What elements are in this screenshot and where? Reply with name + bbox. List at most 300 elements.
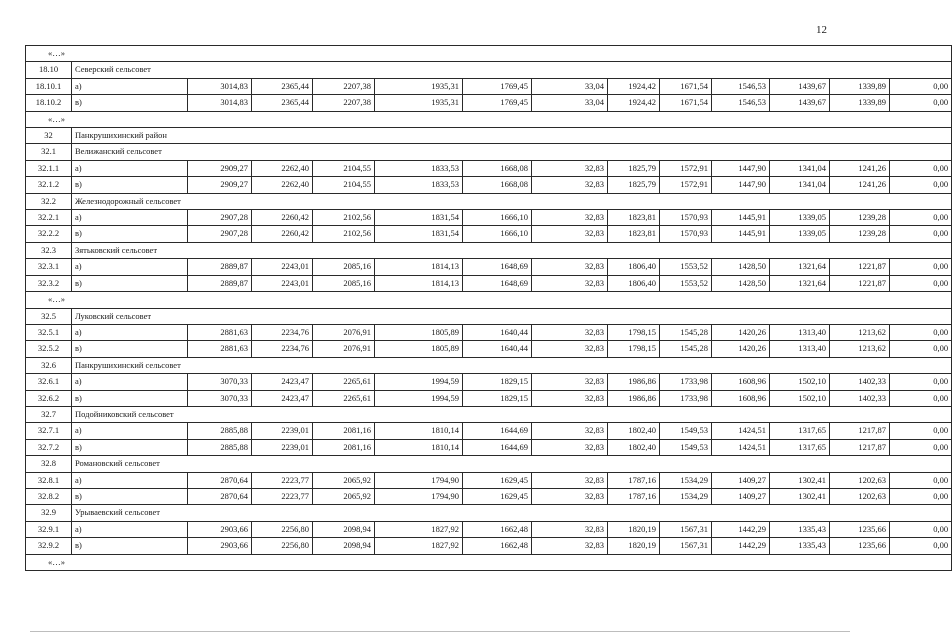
row-subitem: в): [72, 341, 188, 357]
value-cell: 1820,19: [608, 538, 660, 554]
value-cell: 2423,47: [252, 390, 313, 406]
value-cell: 1825,79: [608, 160, 660, 176]
row-code: 32.7.1: [26, 423, 72, 439]
value-cell: 33,04: [532, 78, 608, 94]
value-cell: 1545,28: [660, 324, 712, 340]
section-header-row: [26, 406, 952, 422]
value-cell: 32,83: [532, 538, 608, 554]
row-code: 32.5.2: [26, 341, 72, 357]
value-cell: 2365,44: [252, 78, 313, 94]
value-cell: 2081,16: [313, 423, 375, 439]
value-cell: 2076,91: [313, 324, 375, 340]
value-cell: 32,83: [532, 439, 608, 455]
value-cell: 32,83: [532, 472, 608, 488]
value-cell: 1827,92: [375, 538, 463, 554]
value-cell: 2102,56: [313, 226, 375, 242]
row-code: 32.6.1: [26, 374, 72, 390]
value-cell: 0,00: [890, 521, 952, 537]
value-cell: 1798,15: [608, 341, 660, 357]
value-cell: 32,83: [532, 210, 608, 226]
table-row: [26, 472, 952, 488]
table-row: [26, 78, 952, 94]
table-row: [26, 160, 952, 176]
value-cell: 2234,76: [252, 341, 313, 357]
row-code: 32.9: [26, 505, 72, 521]
value-cell: 1534,29: [660, 472, 712, 488]
value-cell: 1814,13: [375, 259, 463, 275]
value-cell: 1221,87: [830, 259, 890, 275]
value-cell: 32,83: [532, 226, 608, 242]
value-cell: 1202,63: [830, 488, 890, 504]
value-cell: 2265,61: [313, 390, 375, 406]
value-cell: 1428,50: [712, 275, 770, 291]
value-cell: 0,00: [890, 275, 952, 291]
value-cell: 1335,43: [770, 521, 830, 537]
value-cell: 32,83: [532, 177, 608, 193]
value-cell: 2262,40: [252, 177, 313, 193]
value-cell: 1831,54: [375, 226, 463, 242]
value-cell: 1924,42: [608, 78, 660, 94]
ellipsis-row: [26, 554, 952, 570]
value-cell: 1217,87: [830, 423, 890, 439]
value-cell: 2885,88: [188, 423, 252, 439]
value-cell: 0,00: [890, 78, 952, 94]
value-cell: 1545,28: [660, 341, 712, 357]
value-cell: 1986,86: [608, 374, 660, 390]
table-row: [26, 324, 952, 340]
row-code: 32.7.2: [26, 439, 72, 455]
value-cell: 1341,04: [770, 160, 830, 176]
section-title: Велижанский сельсовет: [72, 144, 952, 160]
row-subitem: в): [72, 177, 188, 193]
row-code: 32.1.2: [26, 177, 72, 193]
value-cell: 1502,10: [770, 374, 830, 390]
value-cell: 1794,90: [375, 472, 463, 488]
value-cell: 0,00: [890, 341, 952, 357]
section-header-row: [26, 505, 952, 521]
table-row: [26, 521, 952, 537]
value-cell: 2881,63: [188, 324, 252, 340]
row-code: 32.7: [26, 406, 72, 422]
value-cell: 1608,96: [712, 390, 770, 406]
section-title: Зятьковский сельсовет: [72, 242, 952, 258]
row-code: 32.2.1: [26, 210, 72, 226]
value-cell: 2423,47: [252, 374, 313, 390]
value-cell: 32,83: [532, 390, 608, 406]
value-cell: 1221,87: [830, 275, 890, 291]
row-subitem: а): [72, 423, 188, 439]
value-cell: 1662,48: [463, 521, 532, 537]
value-cell: 32,83: [532, 488, 608, 504]
value-cell: 1640,44: [463, 341, 532, 357]
value-cell: 3014,83: [188, 95, 252, 111]
value-cell: 0,00: [890, 538, 952, 554]
row-subitem: а): [72, 472, 188, 488]
value-cell: 1629,45: [463, 488, 532, 504]
value-cell: 1202,63: [830, 472, 890, 488]
value-cell: 2903,66: [188, 538, 252, 554]
table-row: [26, 538, 952, 554]
value-cell: 2102,56: [313, 210, 375, 226]
tariff-table: [25, 45, 952, 571]
value-cell: 1409,27: [712, 472, 770, 488]
value-cell: 1447,90: [712, 177, 770, 193]
row-code: 32.2: [26, 193, 72, 209]
value-cell: 1502,10: [770, 390, 830, 406]
value-cell: 1662,48: [463, 538, 532, 554]
value-cell: 2239,01: [252, 423, 313, 439]
value-cell: 2365,44: [252, 95, 313, 111]
section-header-row: [26, 308, 952, 324]
value-cell: 1829,15: [463, 390, 532, 406]
value-cell: 1442,29: [712, 521, 770, 537]
row-code: 32.3: [26, 242, 72, 258]
value-cell: 2065,92: [313, 472, 375, 488]
value-cell: 1439,67: [770, 95, 830, 111]
value-cell: 1572,91: [660, 160, 712, 176]
value-cell: 1671,54: [660, 95, 712, 111]
value-cell: 1805,89: [375, 341, 463, 357]
section-header-row: [26, 193, 952, 209]
value-cell: 1321,64: [770, 275, 830, 291]
section-header-row: [26, 357, 952, 373]
row-code: 32.8.2: [26, 488, 72, 504]
value-cell: 0,00: [890, 177, 952, 193]
row-code: 32.1: [26, 144, 72, 160]
value-cell: 1339,05: [770, 210, 830, 226]
value-cell: 32,83: [532, 341, 608, 357]
value-cell: 2885,88: [188, 439, 252, 455]
value-cell: 0,00: [890, 423, 952, 439]
value-cell: 1447,90: [712, 160, 770, 176]
value-cell: 1733,98: [660, 374, 712, 390]
value-cell: 1317,65: [770, 423, 830, 439]
value-cell: 1241,26: [830, 160, 890, 176]
row-code: 18.10.1: [26, 78, 72, 94]
value-cell: 1213,62: [830, 341, 890, 357]
value-cell: 1317,65: [770, 439, 830, 455]
row-code: 32.1.1: [26, 160, 72, 176]
value-cell: 1235,66: [830, 538, 890, 554]
value-cell: 2260,42: [252, 210, 313, 226]
value-cell: 1213,62: [830, 324, 890, 340]
value-cell: 1302,41: [770, 472, 830, 488]
value-cell: 2256,80: [252, 521, 313, 537]
value-cell: 2889,87: [188, 275, 252, 291]
value-cell: 1810,14: [375, 439, 463, 455]
value-cell: 1640,44: [463, 324, 532, 340]
value-cell: 1424,51: [712, 423, 770, 439]
value-cell: 1794,90: [375, 488, 463, 504]
value-cell: 2081,16: [313, 439, 375, 455]
section-header-row: [26, 456, 952, 472]
row-subitem: в): [72, 538, 188, 554]
value-cell: 32,83: [532, 160, 608, 176]
value-cell: 1241,26: [830, 177, 890, 193]
value-cell: 1442,29: [712, 538, 770, 554]
ellipsis-mark: «…»: [26, 554, 952, 570]
value-cell: 1935,31: [375, 78, 463, 94]
row-code: 32.5: [26, 308, 72, 324]
value-cell: 33,04: [532, 95, 608, 111]
value-cell: 1553,52: [660, 259, 712, 275]
table-row: [26, 275, 952, 291]
value-cell: 2207,38: [313, 95, 375, 111]
value-cell: 2265,61: [313, 374, 375, 390]
value-cell: 1769,45: [463, 78, 532, 94]
row-subitem: в): [72, 226, 188, 242]
value-cell: 1823,81: [608, 210, 660, 226]
row-code: 32.6: [26, 357, 72, 373]
section-header-row: [26, 128, 952, 144]
value-cell: 1445,91: [712, 210, 770, 226]
value-cell: 1321,64: [770, 259, 830, 275]
row-subitem: а): [72, 374, 188, 390]
row-code: 32.8: [26, 456, 72, 472]
ellipsis-row: [26, 46, 952, 62]
value-cell: 0,00: [890, 488, 952, 504]
value-cell: 1833,53: [375, 177, 463, 193]
value-cell: 1648,69: [463, 275, 532, 291]
row-subitem: в): [72, 275, 188, 291]
value-cell: 2881,63: [188, 341, 252, 357]
table-row: [26, 390, 952, 406]
value-cell: 1420,26: [712, 324, 770, 340]
value-cell: 2239,01: [252, 439, 313, 455]
section-title: Железнодорожный сельсовет: [72, 193, 952, 209]
value-cell: 2870,64: [188, 488, 252, 504]
value-cell: 1629,45: [463, 472, 532, 488]
value-cell: 1823,81: [608, 226, 660, 242]
value-cell: 32,83: [532, 374, 608, 390]
value-cell: 1420,26: [712, 341, 770, 357]
value-cell: 1339,05: [770, 226, 830, 242]
value-cell: 1668,08: [463, 160, 532, 176]
value-cell: 2098,94: [313, 521, 375, 537]
table-body: [26, 46, 952, 571]
row-code: 32.8.1: [26, 472, 72, 488]
value-cell: 3070,33: [188, 390, 252, 406]
value-cell: 0,00: [890, 472, 952, 488]
value-cell: 1798,15: [608, 324, 660, 340]
value-cell: 1553,52: [660, 275, 712, 291]
value-cell: 1831,54: [375, 210, 463, 226]
row-subitem: а): [72, 324, 188, 340]
value-cell: 2223,77: [252, 488, 313, 504]
value-cell: 32,83: [532, 324, 608, 340]
row-code: 32.3.1: [26, 259, 72, 275]
value-cell: 0,00: [890, 160, 952, 176]
value-cell: 1549,53: [660, 439, 712, 455]
value-cell: 1534,29: [660, 488, 712, 504]
value-cell: 1424,51: [712, 439, 770, 455]
section-title: Панкрушихинский сельсовет: [72, 357, 952, 373]
value-cell: 1313,40: [770, 341, 830, 357]
value-cell: 1546,53: [712, 95, 770, 111]
value-cell: 1924,42: [608, 95, 660, 111]
value-cell: 2909,27: [188, 160, 252, 176]
value-cell: 2065,92: [313, 488, 375, 504]
value-cell: 2889,87: [188, 259, 252, 275]
value-cell: 1439,67: [770, 78, 830, 94]
value-cell: 2085,16: [313, 275, 375, 291]
table-row: [26, 439, 952, 455]
table-row: [26, 177, 952, 193]
value-cell: 1814,13: [375, 275, 463, 291]
section-title: Подойниковский сельсовет: [72, 406, 952, 422]
value-cell: 1567,31: [660, 521, 712, 537]
value-cell: 2870,64: [188, 472, 252, 488]
value-cell: 2907,28: [188, 226, 252, 242]
table-row: [26, 341, 952, 357]
value-cell: 0,00: [890, 95, 952, 111]
table-row: [26, 226, 952, 242]
value-cell: 1608,96: [712, 374, 770, 390]
value-cell: 1341,04: [770, 177, 830, 193]
value-cell: 1644,69: [463, 439, 532, 455]
section-title: Северский сельсовет: [72, 62, 952, 78]
table-row: [26, 488, 952, 504]
value-cell: 1335,43: [770, 538, 830, 554]
value-cell: 0,00: [890, 259, 952, 275]
value-cell: 0,00: [890, 226, 952, 242]
row-code: 18.10: [26, 62, 72, 78]
value-cell: 1806,40: [608, 275, 660, 291]
value-cell: 32,83: [532, 521, 608, 537]
value-cell: 1644,69: [463, 423, 532, 439]
row-subitem: а): [72, 78, 188, 94]
value-cell: 2243,01: [252, 275, 313, 291]
ellipsis-mark: «…»: [26, 292, 952, 308]
table-row: [26, 210, 952, 226]
value-cell: 1802,40: [608, 439, 660, 455]
value-cell: 2907,28: [188, 210, 252, 226]
value-cell: 1549,53: [660, 423, 712, 439]
value-cell: 1666,10: [463, 210, 532, 226]
value-cell: 1986,86: [608, 390, 660, 406]
value-cell: 1827,92: [375, 521, 463, 537]
value-cell: 2098,94: [313, 538, 375, 554]
value-cell: 1302,41: [770, 488, 830, 504]
value-cell: 1570,93: [660, 210, 712, 226]
row-subitem: а): [72, 259, 188, 275]
row-code: 32.3.2: [26, 275, 72, 291]
value-cell: 2903,66: [188, 521, 252, 537]
value-cell: 1833,53: [375, 160, 463, 176]
value-cell: 1733,98: [660, 390, 712, 406]
value-cell: 2256,80: [252, 538, 313, 554]
row-subitem: а): [72, 210, 188, 226]
value-cell: 1671,54: [660, 78, 712, 94]
value-cell: 2104,55: [313, 177, 375, 193]
section-header-row: [26, 62, 952, 78]
value-cell: 2076,91: [313, 341, 375, 357]
section-title: Панкрушихинский район: [72, 128, 952, 144]
value-cell: 2207,38: [313, 78, 375, 94]
value-cell: 1239,28: [830, 226, 890, 242]
value-cell: 1805,89: [375, 324, 463, 340]
section-title: Романовский сельсовет: [72, 456, 952, 472]
value-cell: 2104,55: [313, 160, 375, 176]
value-cell: 1402,33: [830, 374, 890, 390]
value-cell: 2260,42: [252, 226, 313, 242]
value-cell: 1825,79: [608, 177, 660, 193]
table-row: [26, 374, 952, 390]
value-cell: 1668,08: [463, 177, 532, 193]
value-cell: 2262,40: [252, 160, 313, 176]
section-title: Луковский сельсовет: [72, 308, 952, 324]
value-cell: 1428,50: [712, 259, 770, 275]
row-subitem: в): [72, 390, 188, 406]
ellipsis-mark: «…»: [26, 111, 952, 127]
ellipsis-row: [26, 292, 952, 308]
value-cell: 1445,91: [712, 226, 770, 242]
value-cell: 1648,69: [463, 259, 532, 275]
row-subitem: а): [72, 160, 188, 176]
value-cell: 1802,40: [608, 423, 660, 439]
value-cell: 2085,16: [313, 259, 375, 275]
value-cell: 1235,66: [830, 521, 890, 537]
value-cell: 3070,33: [188, 374, 252, 390]
section-title: Урываевский сельсовет: [72, 505, 952, 521]
section-header-row: [26, 144, 952, 160]
row-subitem: в): [72, 488, 188, 504]
value-cell: 1666,10: [463, 226, 532, 242]
value-cell: 2909,27: [188, 177, 252, 193]
section-header-row: [26, 242, 952, 258]
ellipsis-row: [26, 111, 952, 127]
row-subitem: в): [72, 95, 188, 111]
value-cell: 1313,40: [770, 324, 830, 340]
value-cell: 32,83: [532, 423, 608, 439]
value-cell: 1820,19: [608, 521, 660, 537]
bottom-rule: [30, 631, 850, 632]
value-cell: 0,00: [890, 324, 952, 340]
value-cell: 0,00: [890, 210, 952, 226]
value-cell: 0,00: [890, 390, 952, 406]
row-code: 32.6.2: [26, 390, 72, 406]
value-cell: 1994,59: [375, 374, 463, 390]
table-row: [26, 95, 952, 111]
value-cell: 1829,15: [463, 374, 532, 390]
value-cell: 1787,16: [608, 472, 660, 488]
value-cell: 1339,89: [830, 78, 890, 94]
row-code: 32.2.2: [26, 226, 72, 242]
ellipsis-mark: «…»: [26, 46, 952, 62]
row-code: 32.9.1: [26, 521, 72, 537]
table-row: [26, 259, 952, 275]
value-cell: 1570,93: [660, 226, 712, 242]
value-cell: 1567,31: [660, 538, 712, 554]
value-cell: 1217,87: [830, 439, 890, 455]
value-cell: 2223,77: [252, 472, 313, 488]
value-cell: 1339,89: [830, 95, 890, 111]
value-cell: 1787,16: [608, 488, 660, 504]
value-cell: 1935,31: [375, 95, 463, 111]
value-cell: 1810,14: [375, 423, 463, 439]
value-cell: 1994,59: [375, 390, 463, 406]
row-code: 32: [26, 128, 72, 144]
value-cell: 1239,28: [830, 210, 890, 226]
value-cell: 32,83: [532, 259, 608, 275]
value-cell: 1402,33: [830, 390, 890, 406]
row-subitem: в): [72, 439, 188, 455]
row-code: 18.10.2: [26, 95, 72, 111]
value-cell: 32,83: [532, 275, 608, 291]
row-code: 32.5.1: [26, 324, 72, 340]
value-cell: 1769,45: [463, 95, 532, 111]
value-cell: 0,00: [890, 374, 952, 390]
